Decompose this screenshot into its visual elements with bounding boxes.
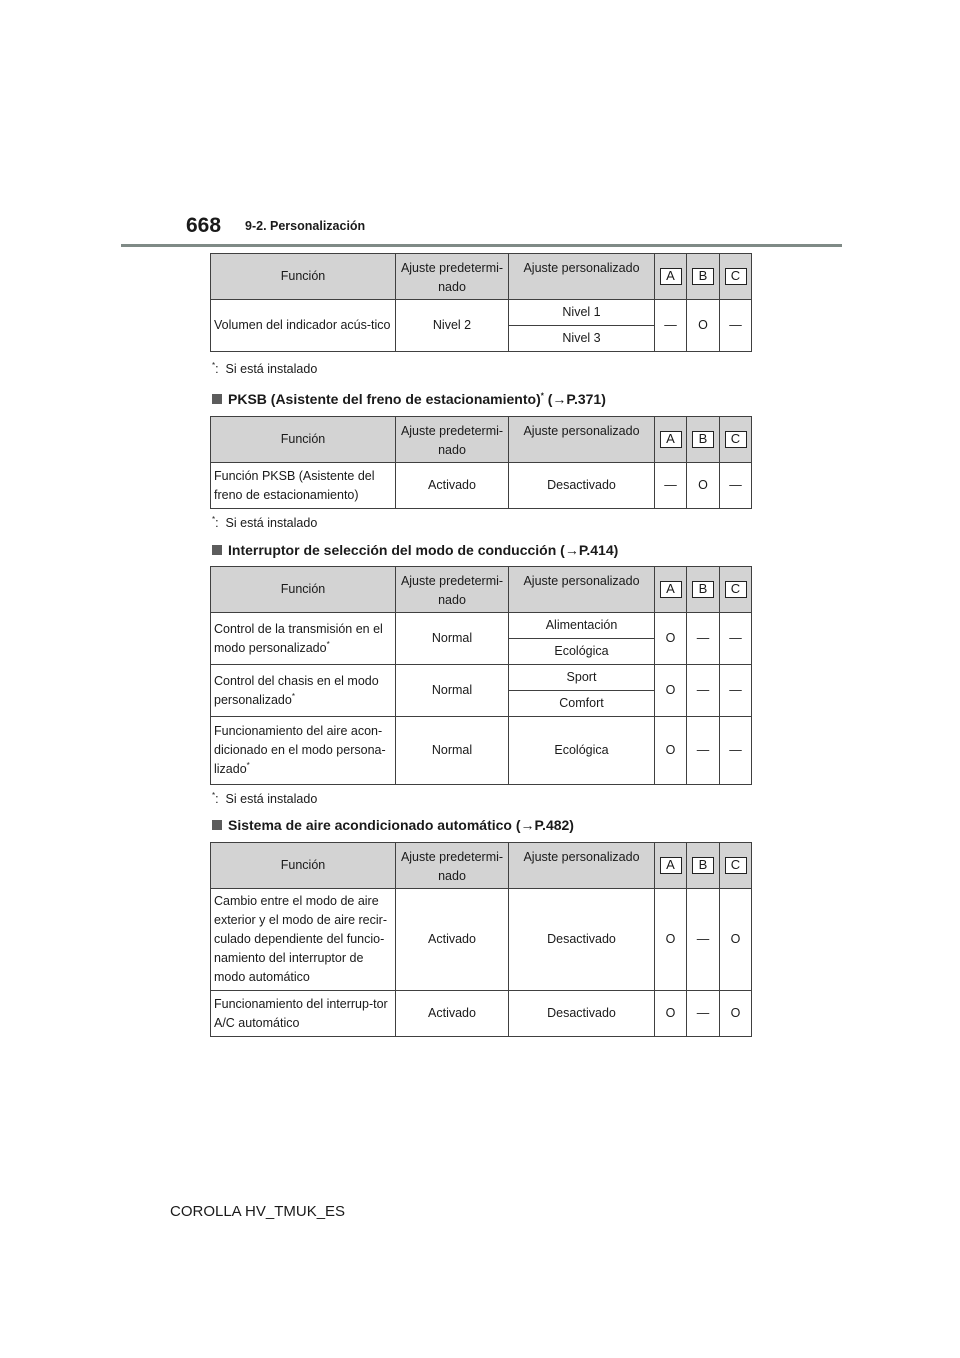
col-ajuste-predeterminado: Ajuste predetermi-nado bbox=[396, 254, 509, 300]
cell-funcion: Función PKSB (Asistente del freno de estacionamiento) bbox=[211, 463, 396, 509]
table-pksb bbox=[210, 416, 752, 509]
cell-funcion: Control del chasis en el modo personalizado* bbox=[211, 665, 396, 717]
col-ajuste-personalizado: Ajuste personalizado bbox=[509, 254, 655, 300]
cell-funcion: Control de la transmisión en el modo personalizado* bbox=[211, 613, 396, 665]
cell-default: Activado bbox=[396, 463, 509, 509]
cell-default: Activado bbox=[396, 991, 509, 1037]
cell-custom: Sport bbox=[509, 665, 655, 691]
cell-default: Normal bbox=[396, 613, 509, 665]
footnote: *: Si está instalado bbox=[212, 360, 318, 376]
cell-a: O bbox=[655, 717, 687, 785]
cell-a: — bbox=[655, 300, 687, 352]
col-funcion: Función bbox=[211, 417, 396, 463]
col-ajuste-predeterminado: Ajuste predetermi-nado bbox=[396, 567, 509, 613]
footer-model: COROLLA HV_TMUK_ES bbox=[170, 1203, 346, 1220]
header-rule bbox=[121, 244, 842, 247]
table-row bbox=[211, 300, 752, 326]
table-volumen bbox=[210, 253, 752, 352]
cell-custom: Ecológica bbox=[509, 639, 655, 665]
cell-custom: Comfort bbox=[509, 691, 655, 717]
col-b-badge: B bbox=[692, 268, 714, 285]
heading-modo-conduccion: Interruptor de selección del modo de conducción (→P.414) bbox=[212, 542, 618, 558]
cell-a: O bbox=[655, 889, 687, 991]
table-row bbox=[211, 463, 752, 509]
cell-b: — bbox=[687, 613, 720, 665]
cell-default: Activado bbox=[396, 889, 509, 991]
col-a-badge: A bbox=[660, 581, 682, 598]
col-b-badge: B bbox=[692, 581, 714, 598]
bullet-icon bbox=[212, 394, 222, 404]
heading-pksb: PKSB (Asistente del freno de estacionamiento)* (→P.371) bbox=[212, 391, 606, 407]
col-ajuste-predeterminado: Ajuste predetermi-nado bbox=[396, 417, 509, 463]
col-c-badge: C bbox=[725, 857, 747, 874]
table-aire-acondicionado bbox=[210, 842, 752, 1037]
heading-aire-acondicionado: Sistema de aire acondicionado automático (→P.482) bbox=[212, 817, 574, 833]
cell-c: O bbox=[720, 889, 752, 991]
cell-c: — bbox=[720, 300, 752, 352]
cell-custom: Desactivado bbox=[509, 991, 655, 1037]
cell-c: — bbox=[720, 463, 752, 509]
cell-b: — bbox=[687, 665, 720, 717]
cell-default: Normal bbox=[396, 717, 509, 785]
cell-funcion: Funcionamiento del aire acon-dicionado en el modo persona-lizado* bbox=[211, 717, 396, 785]
cell-custom: Desactivado bbox=[509, 889, 655, 991]
cell-b: O bbox=[687, 300, 720, 352]
cell-custom: Alimentación bbox=[509, 613, 655, 639]
cell-a: O bbox=[655, 665, 687, 717]
table-row bbox=[211, 991, 752, 1037]
footnote: *: Si está instalado bbox=[212, 514, 318, 530]
cell-a: O bbox=[655, 613, 687, 665]
cell-funcion: Volumen del indicador acús-tico bbox=[211, 300, 396, 352]
cell-custom: Desactivado bbox=[509, 463, 655, 509]
col-c-badge: C bbox=[725, 431, 747, 448]
col-funcion: Función bbox=[211, 843, 396, 889]
cell-c: — bbox=[720, 613, 752, 665]
section-title: 9-2. Personalización bbox=[245, 219, 366, 233]
table-row bbox=[211, 889, 752, 991]
footnote: *: Si está instalado bbox=[212, 790, 318, 806]
table-row bbox=[211, 613, 752, 639]
cell-b: — bbox=[687, 717, 720, 785]
cell-b: O bbox=[687, 463, 720, 509]
col-a-badge: A bbox=[660, 857, 682, 874]
cell-custom: Nivel 1 bbox=[509, 300, 655, 326]
cell-custom: Ecológica bbox=[509, 717, 655, 785]
col-funcion: Función bbox=[211, 254, 396, 300]
cell-c: O bbox=[720, 991, 752, 1037]
bullet-icon bbox=[212, 545, 222, 555]
cell-a: — bbox=[655, 463, 687, 509]
col-ajuste-personalizado: Ajuste personalizado bbox=[509, 417, 655, 463]
cell-c: — bbox=[720, 717, 752, 785]
cell-funcion: Funcionamiento del interrup-tor A/C automático bbox=[211, 991, 396, 1037]
cell-b: — bbox=[687, 889, 720, 991]
cell-default: Normal bbox=[396, 665, 509, 717]
col-funcion: Función bbox=[211, 567, 396, 613]
col-b-badge: B bbox=[692, 857, 714, 874]
col-a-badge: A bbox=[660, 268, 682, 285]
col-b-badge: B bbox=[692, 431, 714, 448]
table-row bbox=[211, 665, 752, 691]
col-ajuste-personalizado: Ajuste personalizado bbox=[509, 567, 655, 613]
cell-default: Nivel 2 bbox=[396, 300, 509, 352]
page-number: 668 bbox=[186, 214, 222, 237]
cell-b: — bbox=[687, 991, 720, 1037]
bullet-icon bbox=[212, 820, 222, 830]
table-row bbox=[211, 717, 752, 785]
col-a-badge: A bbox=[660, 431, 682, 448]
col-c-badge: C bbox=[725, 581, 747, 598]
col-ajuste-predeterminado: Ajuste predetermi-nado bbox=[396, 843, 509, 889]
col-c-badge: C bbox=[725, 268, 747, 285]
cell-c: — bbox=[720, 665, 752, 717]
cell-a: O bbox=[655, 991, 687, 1037]
cell-funcion: Cambio entre el modo de aire exterior y el modo de aire recir-culado dependiente del funcio-namiento del interruptor de modo automático bbox=[211, 889, 396, 991]
cell-custom: Nivel 3 bbox=[509, 326, 655, 352]
col-ajuste-personalizado: Ajuste personalizado bbox=[509, 843, 655, 889]
table-modo-conduccion bbox=[210, 566, 752, 785]
